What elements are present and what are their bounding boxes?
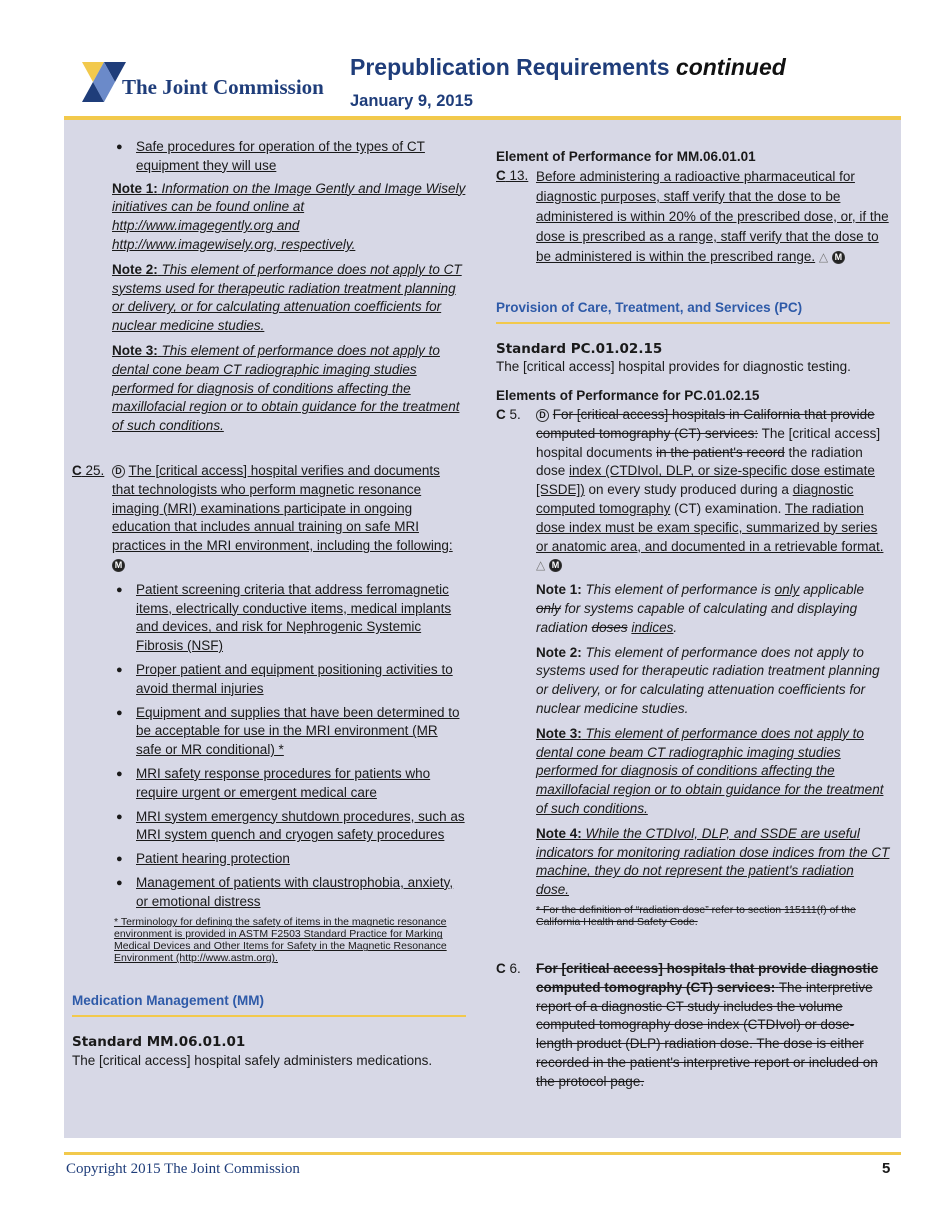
list-item bbox=[112, 874, 466, 912]
list-item bbox=[112, 581, 466, 656]
list-item bbox=[112, 138, 466, 176]
pc-standard-text: The [critical access] hospital provides for diagnostic testing. bbox=[496, 359, 851, 375]
note-label: Note 2: bbox=[112, 261, 158, 277]
note-1 bbox=[536, 581, 890, 637]
ep-deleted-text: The interpretive report of a diagnostic CT study includes the volume computed tomography dose index (CTDIvol) or dose-length product (DLP) radiation dose. The dose is either recorded in the patient's interpretive report or included on the protocol page. bbox=[536, 979, 878, 1089]
list-item-text: Management of patients with claustrophobia, anxiety, or emotional distress bbox=[136, 874, 454, 909]
list-item-text: Proper patient and equipment positioning activities to avoid thermal injuries bbox=[136, 661, 453, 696]
note-text: This element of performance does not apply to dental cone beam CT radiographic imaging studies performed for diagnosis of conditions affecting the maxillofacial region or to obtain guidance for the treatment of such conditions. bbox=[112, 342, 460, 434]
page-date: January 9, 2015 bbox=[350, 92, 473, 110]
risk-triangle-icon: △ bbox=[818, 249, 829, 264]
ep-25 bbox=[72, 462, 466, 575]
note-text: This element of performance does not apply to dental cone beam CT radiographic imaging studies performed for diagnosis of conditions affecting the maxillofacial region or to obtain guidance for the treatment of such conditions. bbox=[536, 725, 884, 816]
ep-text: on every study produced during a bbox=[588, 482, 789, 498]
note-text: This element of performance does not apply to systems used for therapeutic radiation treatment planning or delivery, or for calculating attenuation coefficients for nuclear medicine studies. bbox=[536, 644, 880, 716]
ep-text: The [critical access] hospital documents bbox=[536, 425, 881, 460]
note-2 bbox=[536, 644, 890, 719]
note-text: While the CTDIvol, DLP, and SSDE are useful indicators for monitoring radiation dose indices from the CT machine, they do not represent the patient's radiation dose. bbox=[536, 825, 890, 898]
list-item bbox=[112, 850, 466, 869]
list-item-text: Safe procedures for operation of the types of CT equipment they will use bbox=[136, 139, 425, 173]
list-item-text: Equipment and supplies that have been determined to be acceptable for use in the MRI environment (MR safe or MR conditional) * bbox=[136, 704, 460, 758]
joint-commission-logo bbox=[82, 60, 332, 104]
ep-c-marker: C bbox=[496, 960, 506, 976]
risk-triangle-icon: △ bbox=[536, 558, 546, 573]
note-1 bbox=[112, 180, 466, 255]
list-item-text: MRI system emergency shutdown procedures, such as MRI system quench and cryogen safety procedures bbox=[136, 808, 465, 843]
ep-number bbox=[496, 167, 528, 186]
measure-icon: M bbox=[549, 559, 562, 572]
ep-text: Before administering a radioactive pharmaceutical for diagnostic purposes, staff verify that the dose to be administered is within 20% of the prescribed dose, or, if the dose is prescribed as a range, staff verify that the dose to be administered is within the prescribed range. bbox=[536, 168, 889, 264]
pc-section-header bbox=[496, 299, 890, 324]
documentation-icon: D bbox=[112, 465, 125, 478]
ep-deleted-text: For [critical access] hospitals in California that provide computed tomography (CT) services: bbox=[536, 406, 875, 441]
note-3 bbox=[536, 725, 890, 819]
ep-5-notes bbox=[536, 581, 890, 928]
note-deleted-text: doses bbox=[591, 619, 628, 635]
ep-5 bbox=[496, 406, 890, 575]
section-title: Medication Management (MM) bbox=[72, 993, 265, 1009]
eop-mm-heading: Element of Performance for MM.06.01.01 bbox=[496, 149, 756, 164]
note-3 bbox=[112, 342, 466, 436]
mm-standard: Standard MM.06.01.01 bbox=[72, 1034, 246, 1051]
list-item bbox=[112, 808, 466, 846]
section-title: Provision of Care, Treatment, and Services (PC) bbox=[496, 299, 803, 315]
ep-num: 25. bbox=[85, 462, 105, 478]
ep-c-marker: C bbox=[496, 167, 506, 183]
mm-section-header bbox=[72, 992, 466, 1017]
ep-6 bbox=[496, 960, 890, 1092]
footer-copyright: Copyright 2015 The Joint Commission bbox=[66, 1161, 300, 1177]
note-label: Note 1: bbox=[536, 582, 582, 598]
ep-deleted-heading: For [critical access] hospitals that provide diagnostic computed tomography (CT) services: bbox=[536, 960, 879, 995]
list-item bbox=[112, 661, 466, 699]
ep-c-marker: C bbox=[72, 462, 82, 478]
logo-mark-icon bbox=[82, 60, 126, 104]
left-column bbox=[72, 138, 466, 1071]
note-4 bbox=[536, 825, 890, 900]
page-title bbox=[350, 54, 786, 80]
page-title-main: Prepublication Requirements bbox=[350, 54, 670, 80]
ep-added-text: index (CTDIvol, DLP, or size-specific dose estimate [SSDE]) bbox=[536, 463, 875, 498]
ep-number bbox=[496, 406, 521, 425]
section-divider bbox=[496, 322, 890, 324]
footer-divider bbox=[64, 1152, 901, 1155]
pc-standard: Standard PC.01.02.15 bbox=[496, 340, 663, 357]
note-deleted-text: only bbox=[536, 600, 561, 616]
page-title-suffix: continued bbox=[675, 54, 786, 80]
ep-deleted-text: in the patient's record bbox=[656, 444, 785, 460]
note-label: Note 3: bbox=[536, 725, 582, 741]
mm-standard-text: The [critical access] hospital safely administers medications. bbox=[72, 1053, 433, 1069]
section-divider bbox=[72, 1015, 466, 1017]
ep-number bbox=[496, 960, 521, 979]
note-text: Information on the Image Gently and Image Wisely initiatives can be found online at http://www.imagegently.org and http://www.imagewisely.org, respectively. bbox=[112, 180, 466, 252]
note-added-text: indices bbox=[631, 619, 674, 635]
ep-c-marker: C bbox=[496, 406, 506, 422]
list-item bbox=[112, 765, 466, 803]
note-4-footnote: * For the definition of “radiation dose” refer to section 115111(f) of the California Health and Safety Code. bbox=[536, 903, 856, 928]
note-period: . bbox=[673, 619, 678, 635]
note-text: This element of performance does not apply to CT systems used for therapeutic radiation treatment planning or delivery, or for calculating attenuation coefficients for nuclear medicine studies. bbox=[112, 261, 462, 334]
ep-number bbox=[72, 462, 104, 481]
note-added-text: only bbox=[774, 582, 800, 598]
mri-bullet-list bbox=[112, 581, 466, 912]
ep-num: 6. bbox=[509, 960, 521, 976]
note-label: Note 2: bbox=[536, 644, 582, 660]
documentation-icon: D bbox=[536, 409, 549, 422]
note-text: This element of performance is bbox=[585, 582, 771, 598]
measure-icon: M bbox=[832, 251, 845, 264]
eop-pc-heading: Elements of Performance for PC.01.02.15 bbox=[496, 388, 760, 404]
ep-13 bbox=[496, 167, 890, 267]
note-label: Note 1: bbox=[112, 180, 158, 196]
ep-text: the radiation dose bbox=[536, 444, 863, 479]
logo-text: The Joint Commission bbox=[122, 75, 324, 99]
list-item-text: Patient hearing protection bbox=[136, 851, 290, 867]
ep-num: 5. bbox=[509, 406, 521, 422]
note-label: Note 4: bbox=[536, 825, 582, 841]
right-column bbox=[496, 148, 890, 1092]
ep-text: (CT) examination. bbox=[674, 500, 782, 516]
page-number: 5 bbox=[882, 1160, 891, 1177]
mri-footnote: * Terminology for defining the safety of items in the magnetic resonance environment is provided in ASTM F2503 Standard Practice for Marking Medical Devices and Other Items for Safety in the Magnetic Resonance Environment (http://www.astm.org). bbox=[114, 916, 447, 965]
ep-text: The [critical access] hospital verifies and documents that technologists who perform magnetic resonance imaging (MRI) examinations participate in ongoing education that includes annual training on safe MRI practices in the MRI environment, including the following: bbox=[112, 462, 453, 554]
list-item bbox=[112, 704, 466, 760]
ep-num: 13. bbox=[509, 167, 529, 183]
note-label: Note 3: bbox=[112, 342, 158, 358]
note-text: for systems capable of calculating and displaying radiation bbox=[536, 600, 858, 635]
ep-added-text: diagnostic computed tomography bbox=[536, 482, 854, 516]
list-item-text: Patient screening criteria that address ferromagnetic items, electrically conductive items, medical implants and devices, and risk for Nephrogenic Systemic Fibrosis (NSF) bbox=[136, 581, 452, 654]
note-text: applicable bbox=[803, 582, 864, 598]
note-2 bbox=[112, 261, 466, 336]
list-item-text: MRI safety response procedures for patients who require urgent or emergent medical care bbox=[136, 765, 431, 800]
ep-added-text: The radiation dose index must be exam specific, summarized by series or anatomic area, and documented in a retrievable format. bbox=[536, 500, 884, 554]
measure-icon: M bbox=[112, 559, 125, 572]
